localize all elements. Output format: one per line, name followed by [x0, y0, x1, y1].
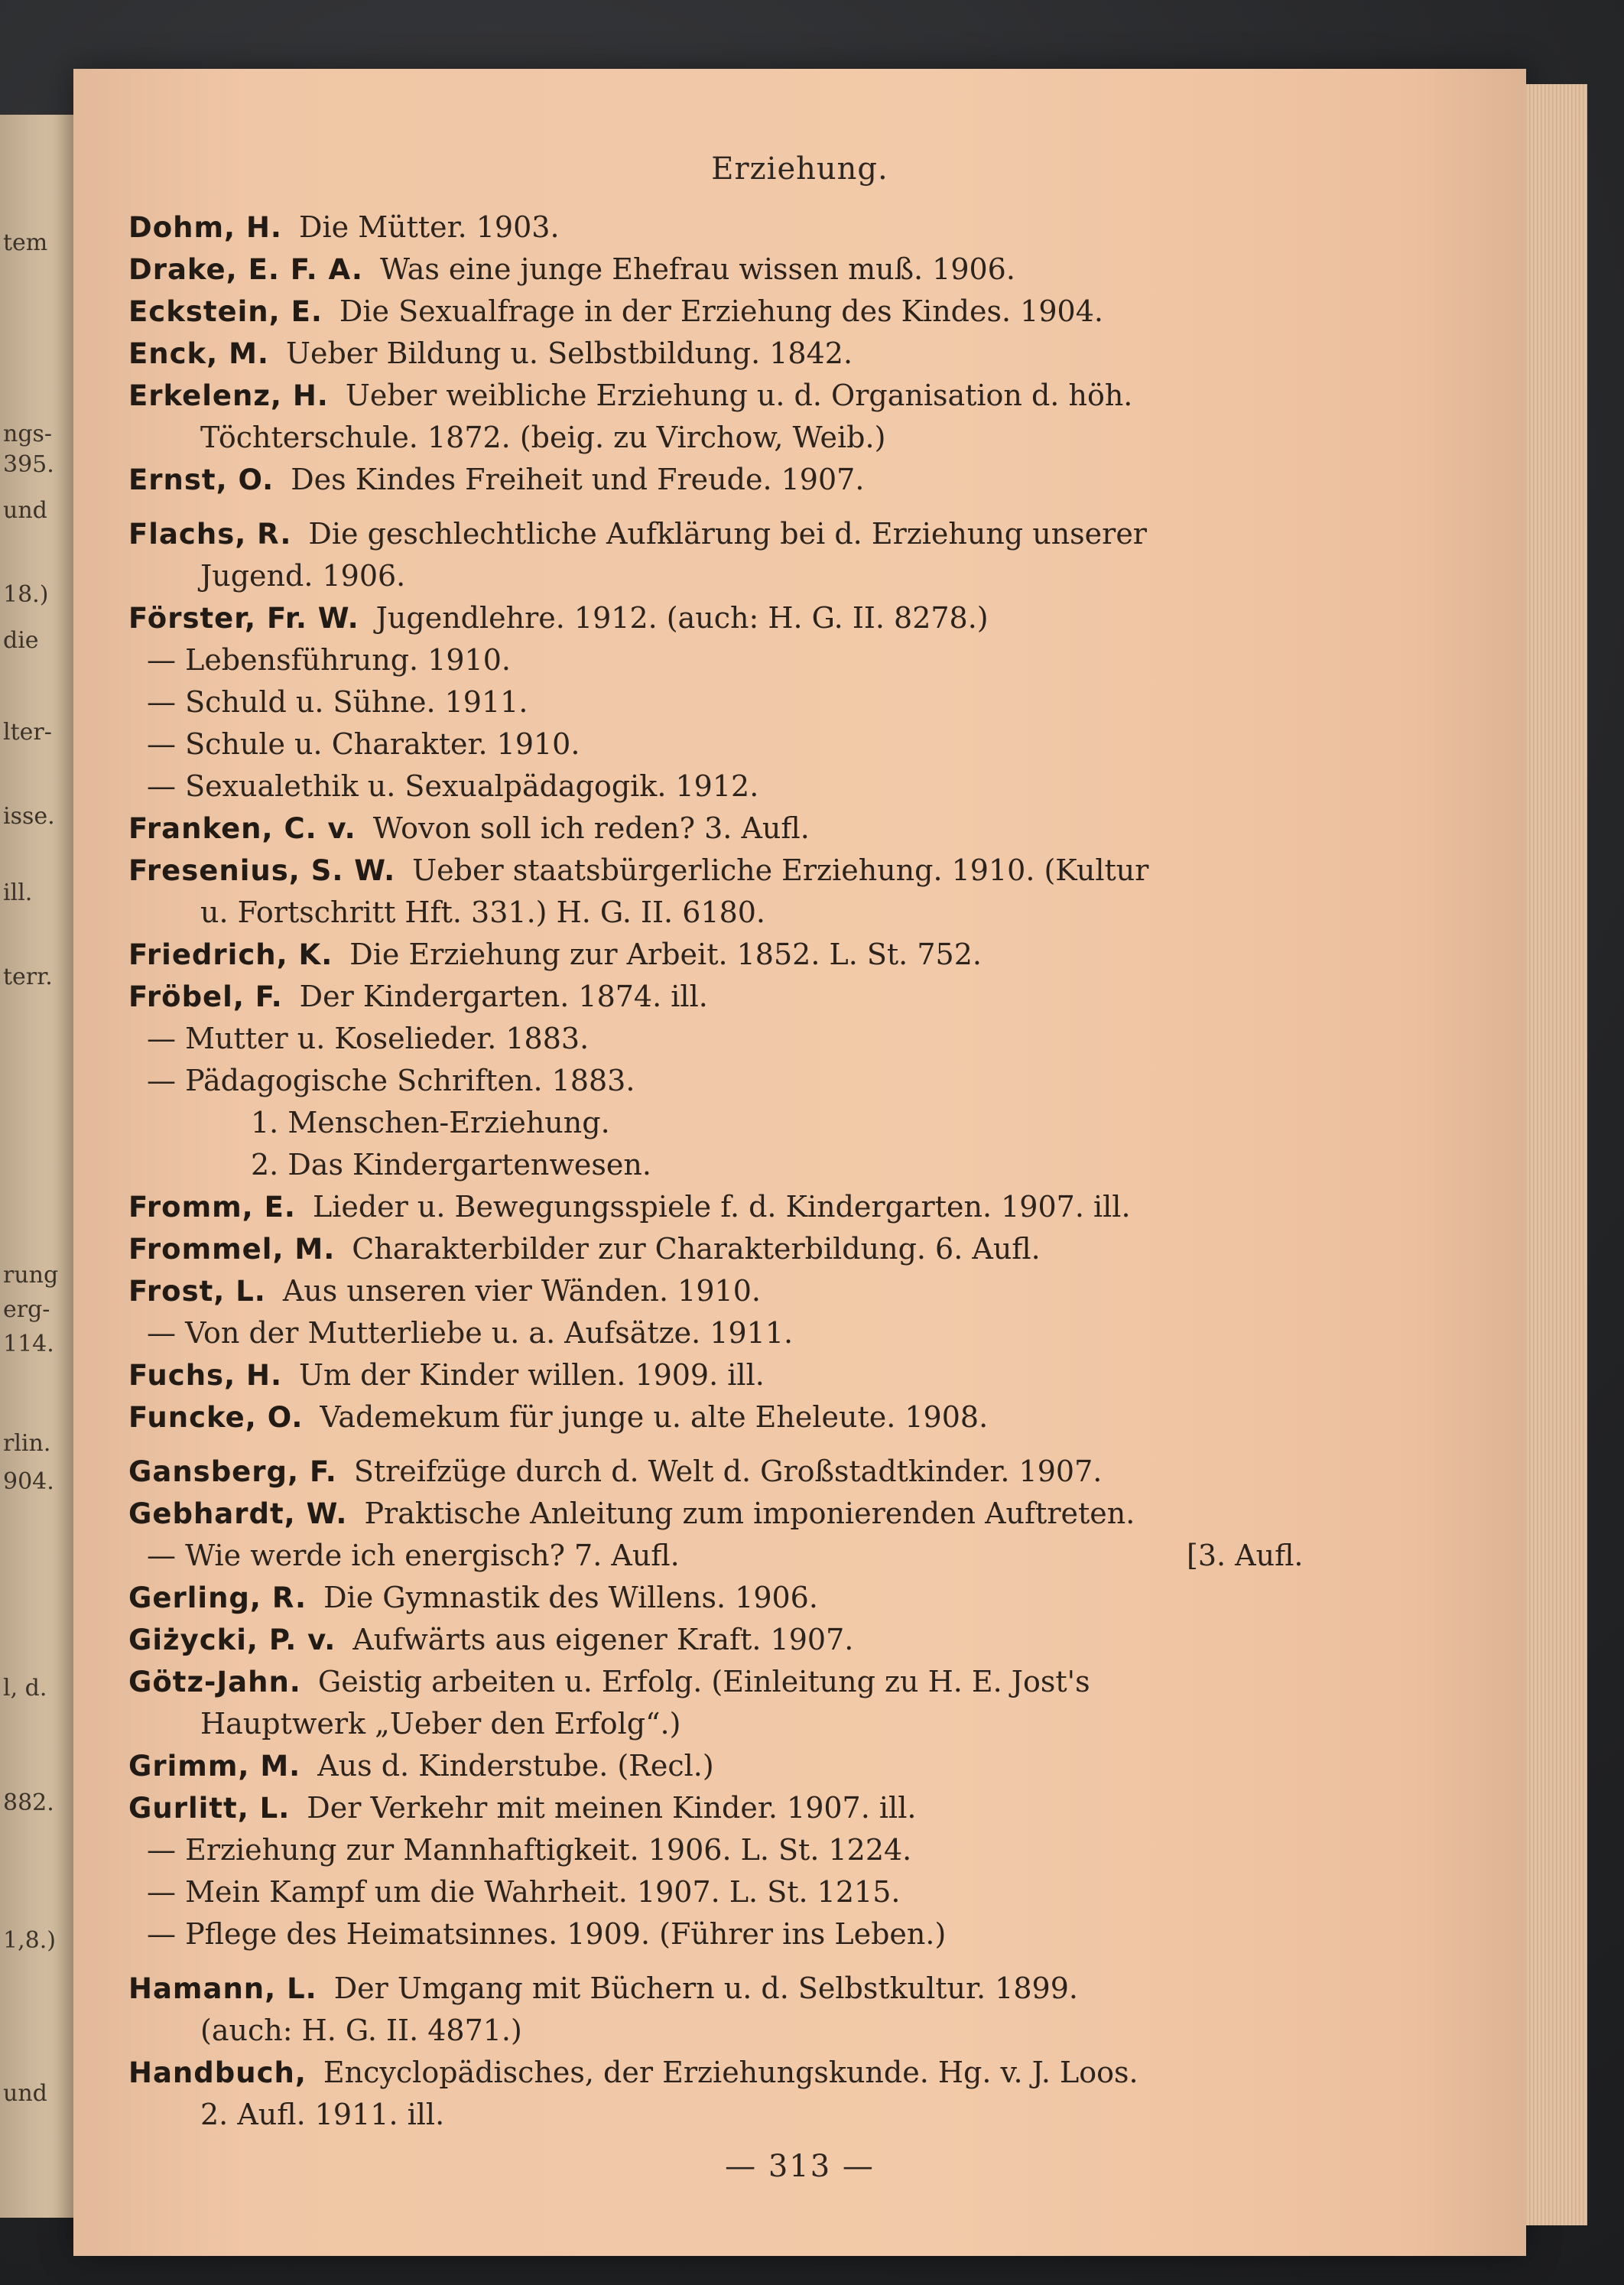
entry-further-title: — Sexualethik u. Sexualpädagogik. 1912.: [147, 769, 759, 803]
entry-author: Enck, M.: [128, 337, 269, 370]
entry-subvolume: 1. Menschen-Erziehung.: [251, 1106, 610, 1139]
bibliography-entry: [128, 333, 1352, 375]
prev-page-fragment: 395.: [3, 451, 54, 478]
entry-author: Frommel, M.: [128, 1233, 336, 1266]
entry-title: Geistig arbeiten u. Erfolg. (Einleitung zu H. E. Jost's: [317, 1665, 1090, 1698]
entry-author: Drake, E. F. A.: [128, 253, 363, 286]
bibliography-entry: [128, 249, 1352, 291]
entry-further-title: — Lebensführung. 1910.: [147, 643, 511, 677]
entry-author: Franken, C. v.: [128, 812, 356, 845]
prev-page-fragment: 882.: [3, 1789, 54, 1816]
entry-author: Ernst, O.: [128, 463, 274, 496]
prev-page-fragment: und: [3, 2080, 47, 2107]
prev-page-fragment: ill.: [3, 879, 33, 906]
entry-title: Der Umgang mit Büchern u. d. Selbstkultur. 1899.: [333, 1971, 1078, 2005]
bibliography-entry: [128, 1451, 1352, 1493]
bibliography-entry: [128, 1354, 1352, 1396]
bibliography-entry: [128, 1661, 1352, 1703]
entry-title: Vademekum für junge u. alte Eheleute. 1908.: [320, 1400, 989, 1434]
entry-author: Götz-Jahn.: [128, 1666, 301, 1698]
entry-title: Aufwärts aus eigener Kraft. 1907.: [352, 1623, 854, 1656]
bibliography-entry: [128, 375, 1352, 417]
bibliography-entry: [128, 291, 1352, 333]
entry-subvolume: 2. Das Kindergartenwesen.: [251, 1148, 651, 1182]
entry-author: Fresenius, S. W.: [128, 854, 396, 887]
entry-author: Eckstein, E.: [128, 295, 323, 328]
entry-further-title-text: — Wie werde ich energisch? 7. Aufl.: [147, 1539, 680, 1572]
entry-title: Was eine junge Ehefrau wissen muß. 1906.: [379, 252, 1015, 286]
entry-continuation: Jugend. 1906.: [200, 559, 406, 593]
entry-title: Des Kindes Freiheit und Freude. 1907.: [291, 463, 865, 496]
prev-page-fragment: ngs-: [3, 421, 53, 447]
bibliography-entry: [128, 1396, 1352, 1438]
entry-title: Ueber Bildung u. Selbstbildung. 1842.: [285, 336, 853, 370]
entry-continuation: (auch: H. G. II. 4871.): [200, 2014, 522, 2047]
entry-author: Förster, Fr. W.: [128, 602, 359, 635]
entry-title: Die Sexualfrage in der Erziehung des Kindes. 1904.: [339, 294, 1103, 328]
bibliography-entry: [128, 976, 1352, 1018]
previous-page-edge: [0, 115, 76, 2218]
bibliography-entry: [128, 1787, 1352, 1829]
entry-author: Funcke, O.: [128, 1401, 304, 1434]
entry-further-title: — Pflege des Heimatsinnes. 1909. (Führer ins Leben.): [147, 1917, 947, 1951]
bibliography-entry: [128, 2052, 1352, 2094]
entry-author: Fröbel, F.: [128, 980, 283, 1013]
bibliography-entry: [128, 1745, 1352, 1787]
entry-author: Gebhardt, W.: [128, 1497, 348, 1530]
entry-author: Fromm, E.: [128, 1191, 296, 1224]
prev-page-fragment: 114.: [3, 1331, 54, 1357]
entry-author: Friedrich, K.: [128, 938, 333, 971]
prev-page-fragment: und: [3, 497, 47, 524]
entry-continuation: Hauptwerk „Ueber den Erfolg“.): [200, 1707, 681, 1741]
bibliography-list: [128, 206, 1352, 2136]
entry-author: Erkelenz, H.: [128, 379, 329, 412]
prev-page-fragment: die: [3, 627, 39, 654]
bibliography-entry: [128, 1186, 1352, 1228]
entry-further-title: — Schuld u. Sühne. 1911.: [147, 685, 528, 719]
running-head: Erziehung.: [711, 151, 888, 187]
prev-page-fragment: l, d.: [3, 1675, 47, 1702]
prev-page-fragment: terr.: [3, 964, 53, 990]
prev-page-fragment: rung: [3, 1262, 59, 1289]
entry-bracket-note: [3. Aufl.: [1187, 1539, 1304, 1572]
entry-title: Die Gymnastik des Willens. 1906.: [323, 1581, 818, 1614]
bibliography-entry: [128, 206, 1352, 249]
entry-title: Charakterbilder zur Charakterbildung. 6. Aufl.: [352, 1232, 1041, 1266]
prev-page-fragment: 18.): [3, 581, 49, 608]
prev-page-fragment: lter-: [3, 719, 52, 746]
bibliography-entry: [128, 1968, 1352, 2010]
bibliography-entry: [128, 934, 1352, 976]
entry-title: Jugendlehre. 1912. (auch: H. G. II. 8278.): [375, 601, 989, 635]
entry-author: Dohm, H.: [128, 211, 282, 244]
bibliography-entry: [128, 513, 1352, 555]
entry-title: Die Erziehung zur Arbeit. 1852. L. St. 752.: [349, 938, 982, 971]
bibliography-entry: [128, 850, 1352, 892]
entry-title: Ueber weibliche Erziehung u. d. Organisation d. höh.: [345, 379, 1133, 412]
entry-further-title: — Pädagogische Schriften. 1883.: [147, 1064, 635, 1097]
entry-title: Die Mütter. 1903.: [299, 210, 560, 244]
entry-continuation: Töchterschule. 1872. (beig. zu Virchow, Weib.): [200, 421, 886, 454]
bibliography-entry: [128, 459, 1352, 501]
entry-author: Gerling, R.: [128, 1581, 307, 1614]
bibliography-entry: [128, 1493, 1352, 1535]
book-page: [73, 69, 1526, 2256]
bibliography-entry: [128, 1270, 1352, 1312]
entry-further-title: — Mutter u. Koselieder. 1883.: [147, 1022, 590, 1055]
bibliography-entry: [128, 597, 1352, 639]
entry-title: Streifzüge durch d. Welt d. Großstadtkinder. 1907.: [353, 1455, 1103, 1488]
entry-further-title: — Von der Mutterliebe u. a. Aufsätze. 1911.: [147, 1316, 794, 1350]
bibliography-entry: [128, 1577, 1352, 1619]
entry-title: Ueber staatsbürgerliche Erziehung. 1910. (Kultur: [412, 853, 1149, 887]
bibliography-entry: [128, 808, 1352, 850]
prev-page-fragment: erg-: [3, 1296, 50, 1323]
prev-page-fragment: tem: [3, 229, 48, 256]
entry-author: Fuchs, H.: [128, 1359, 283, 1392]
entry-continuation: 2. Aufl. 1911. ill.: [200, 2098, 445, 2131]
bibliography-entry: [128, 1228, 1352, 1270]
entry-title: Lieder u. Bewegungsspiele f. d. Kindergarten. 1907. ill.: [312, 1190, 1131, 1224]
entry-title: Praktische Anleitung zum imponierenden Auftreten.: [364, 1497, 1135, 1530]
prev-page-fragment: 1,8.): [3, 1927, 56, 1954]
entry-continuation: u. Fortschritt Hft. 331.) H. G. II. 6180.: [200, 895, 765, 929]
entry-title: Der Kindergarten. 1874. ill.: [299, 980, 708, 1013]
entry-further-title: — Erziehung zur Mannhaftigkeit. 1906. L. St. 1224.: [147, 1833, 912, 1867]
entry-title: Um der Kinder willen. 1909. ill.: [299, 1358, 765, 1392]
entry-author: Handbuch,: [128, 2056, 307, 2089]
entry-title: Aus unseren vier Wänden. 1910.: [282, 1274, 761, 1308]
entry-author: Gansberg, F.: [128, 1455, 337, 1488]
prev-page-fragment: 904.: [3, 1468, 54, 1495]
entry-further-title: — Mein Kampf um die Wahrheit. 1907. L. St. 1215.: [147, 1875, 901, 1909]
entry-author: Frost, L.: [128, 1275, 266, 1308]
entry-further-title: [128, 1535, 1352, 1577]
entry-further-title: — Schule u. Charakter. 1910.: [147, 727, 580, 761]
prev-page-fragment: rlin.: [3, 1430, 51, 1457]
entry-author: Hamann, L.: [128, 1972, 317, 2005]
entry-title: Aus d. Kinderstube. (Recl.): [317, 1749, 714, 1783]
entry-author: Giżycki, P. v.: [128, 1624, 336, 1656]
page-number: — 313 —: [725, 2149, 875, 2184]
entry-author: Gurlitt, L.: [128, 1792, 291, 1825]
page-block-edge: [1526, 84, 1587, 2225]
entry-title: Encyclopädisches, der Erziehungskunde. Hg. v. J. Loos.: [323, 2056, 1138, 2089]
entry-author: Grimm, M.: [128, 1750, 301, 1783]
entry-title: Wovon soll ich reden? 3. Aufl.: [372, 811, 810, 845]
entry-title: Der Verkehr mit meinen Kinder. 1907. ill.: [307, 1791, 917, 1825]
entry-author: Flachs, R.: [128, 518, 292, 551]
bibliography-entry: [128, 1619, 1352, 1661]
prev-page-fragment: isse.: [3, 803, 55, 830]
entry-title: Die geschlechtliche Aufklärung bei d. Erziehung unserer: [308, 517, 1147, 551]
